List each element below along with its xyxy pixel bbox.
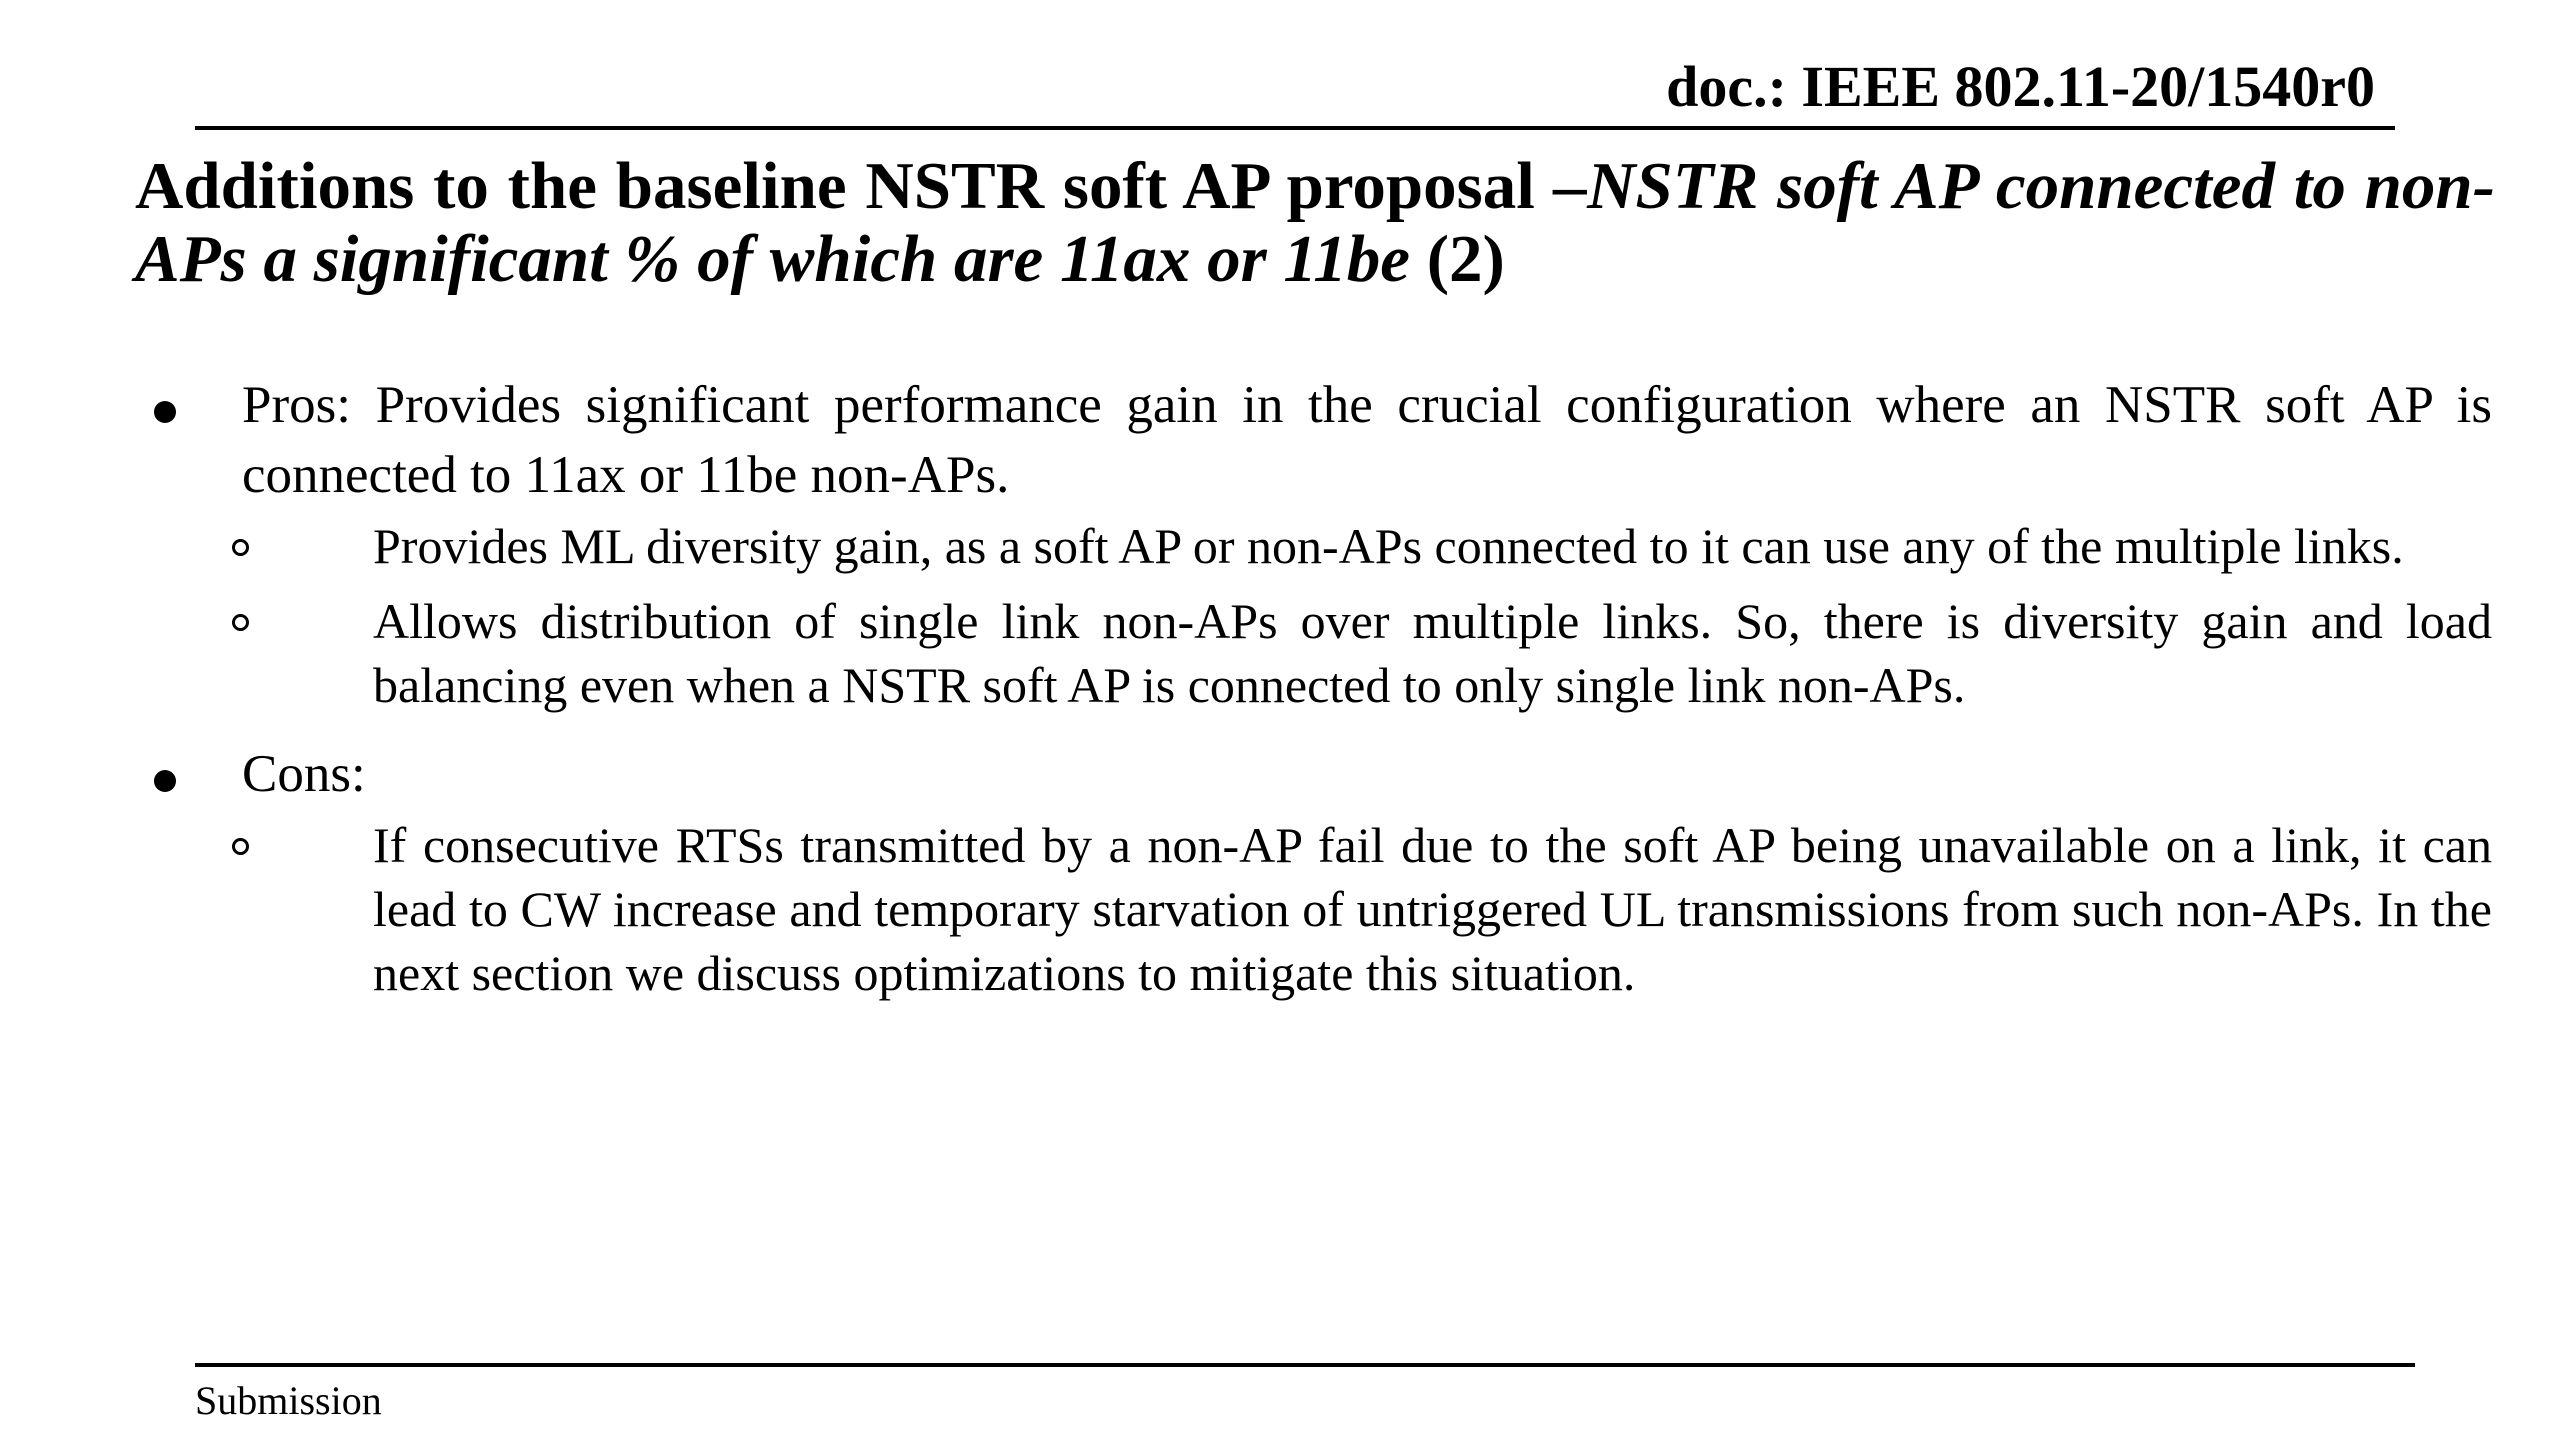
title-plain: Additions to the baseline NSTR soft AP proposal [135,149,1554,223]
hollow-bullet-icon [232,838,249,855]
sub-bullet-text: If consecutive RTSs transmitted by a non-AP fail due to the soft AP being unavailable on a link, it can lead to CW increase and temporary starvation of untriggered UL transmissions from such non-APs. In the next section we discuss optimizations to mitigate this situation. [373,817,2492,1001]
document-id: doc.: IEEE 802.11-20/1540r0 [1666,54,2375,119]
bullet-cons [140,739,2492,1005]
hollow-bullet-icon [232,539,249,556]
title-italic: –NSTR soft AP connected to non-APs a significant % of which are 11ax or 11be [135,149,2495,296]
hollow-bullet-icon [232,614,249,631]
footer-divider [195,1363,2415,1367]
bullet-pros [140,370,2492,717]
filled-bullet-icon [154,401,176,423]
bullet-text: Pros: Provides significant performance gain in the crucial configuration where an NSTR soft AP is connected to 11ax or 11be non-APs. [242,376,2492,504]
sub-bullet-text: Allows distribution of single link non-APs over multiple links. So, there is diversity gain and load balancing even when a NSTR soft AP is connected to only single link non-APs. [373,593,2492,713]
footer-label: Submission [195,1378,382,1423]
bullet-text: Cons: [242,745,366,803]
sub-bullet-text: Provides ML diversity gain, as a soft AP or non-APs connected to it can use any of the multiple links. [373,518,2404,574]
sub-bullet-item [242,514,2492,578]
filled-bullet-icon [154,770,176,792]
sub-bullet-item [242,813,2492,1005]
sub-bullet-list [242,514,2492,717]
header-divider [195,126,2395,130]
slide-title [135,150,2495,296]
title-suffix: (2) [1409,222,1505,296]
sub-bullet-item [242,589,2492,717]
bullet-list [140,370,2492,1016]
sub-bullet-list [242,813,2492,1005]
